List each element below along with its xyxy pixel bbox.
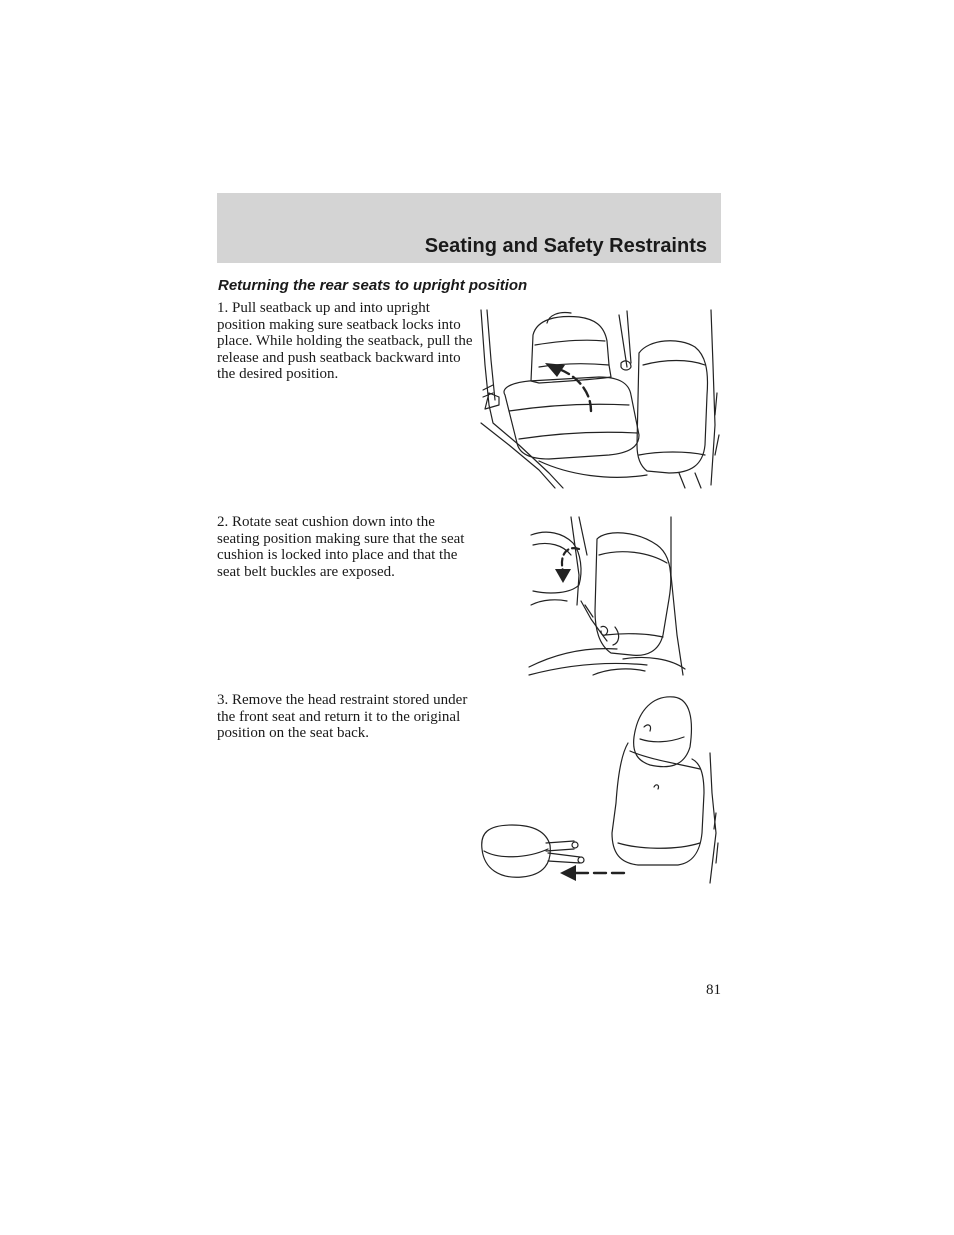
page-number: 81	[706, 982, 721, 998]
step-2-text: 2. Rotate seat cushion down into the seating position making sure that the seat cushion is locked into place and that the seat belt buckles are exposed.	[217, 514, 465, 580]
seat-cushion-rotate-illustration-icon	[527, 515, 687, 677]
seatback-upright-illustration-icon	[479, 305, 721, 491]
subsection-heading: Returning the rear seats to upright position	[218, 277, 528, 294]
step-3-text: 3. Remove the head restraint stored under the front seat and return it to the original position on the seat back.	[217, 692, 468, 742]
section-title: Seating and Safety Restraints	[424, 235, 707, 257]
section-header-band	[217, 193, 721, 263]
head-restraint-install-illustration-icon	[478, 693, 722, 887]
step-1-text: 1. Pull seatback up and into upright position making sure seatback locks into place. While holding the seatback, pull the release and push seatback backward into the desired position.	[217, 300, 473, 383]
